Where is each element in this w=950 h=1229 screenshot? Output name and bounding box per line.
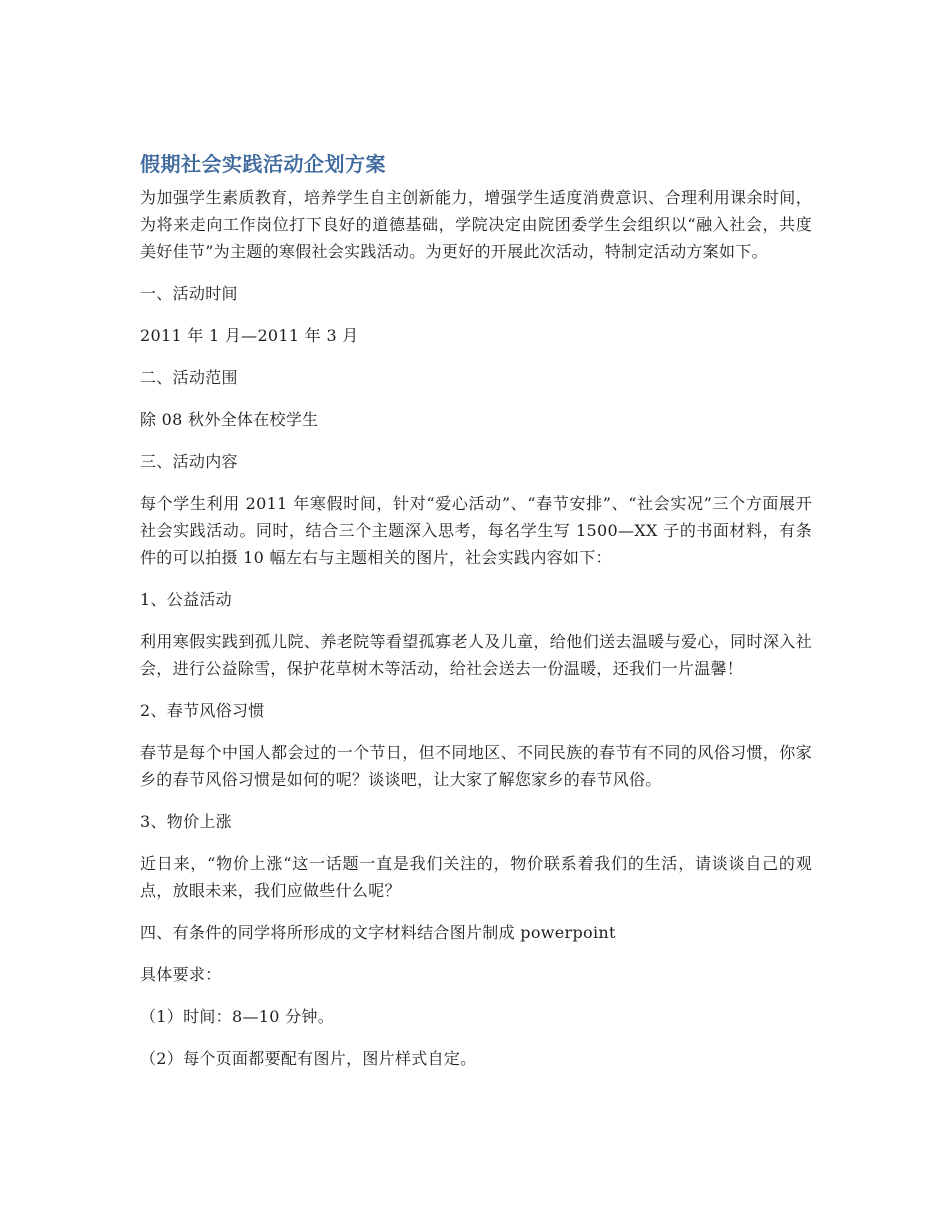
- section-heading-powerpoint: 四、有条件的同学将所形成的文字材料结合图片制成 powerpoint: [140, 923, 616, 942]
- public-welfare-text: 利用寒假实践到孤儿院、养老院等看望孤寡老人及儿童，给他们送去温暖与爱心，同时深入社会，进行公益除雪，保护花草树木等活动，给社会送去一份温暖，还我们一片温馨！: [140, 632, 812, 678]
- activity-content-text: 每个学生利用 2011 年寒假时间，针对“爱心活动”、“春节安排”、“社会实况”三个方面展开社会实践活动。同时，结合三个主题深入思考，每名学生写 1500—XX 子的书面材料，有条件的可以拍摄 10 幅左右与主题相关的图片，社会实践内容如下：: [140, 494, 812, 567]
- requirements-label: 具体要求：: [140, 965, 222, 984]
- activity-time-text: 2011 年 1 月—2011 年 3 月: [140, 326, 359, 345]
- subheading-spring-festival: 2、春节风俗习惯: [140, 701, 265, 720]
- subheading-price-rise: 3、物价上涨: [140, 812, 232, 831]
- requirement-item-2: （2）每个页面都要配有图片，图片样式自定。: [140, 1049, 477, 1068]
- document-title: 假期社会实践活动企划方案: [140, 152, 386, 176]
- activity-scope-text: 除 08 秋外全体在校学生: [140, 410, 319, 429]
- requirement-item-1: （1）时间：8—10 分钟。: [140, 1007, 335, 1026]
- document-page: [140, 150, 812, 1087]
- section-heading-time: 一、活动时间: [140, 284, 238, 303]
- section-heading-content: 三、活动内容: [140, 452, 238, 471]
- intro-paragraph: 为加强学生素质教育，培养学生自主创新能力，增强学生适度消费意识、合理利用课余时间，为将来走向工作岗位打下良好的道德基础，学院决定由院团委学生会组织以“融入社会，共度美好佳节”为主题的寒假社会实践活动。为更好的开展此次活动，特制定活动方案如下。: [140, 188, 812, 261]
- spring-festival-text: 春节是每个中国人都会过的一个节日，但不同地区、不同民族的春节有不同的风俗习惯，你家乡的春节风俗习惯是如何的呢？谈谈吧，让大家了解您家乡的春节风俗。: [140, 743, 812, 789]
- price-rise-text: 近日来，“物价上涨“这一话题一直是我们关注的，物价联系着我们的生活，请谈谈自己的观点，放眼未来，我们应做些什么呢？: [140, 854, 812, 900]
- subheading-public-welfare: 1、公益活动: [140, 590, 232, 609]
- section-heading-scope: 二、活动范围: [140, 368, 238, 387]
